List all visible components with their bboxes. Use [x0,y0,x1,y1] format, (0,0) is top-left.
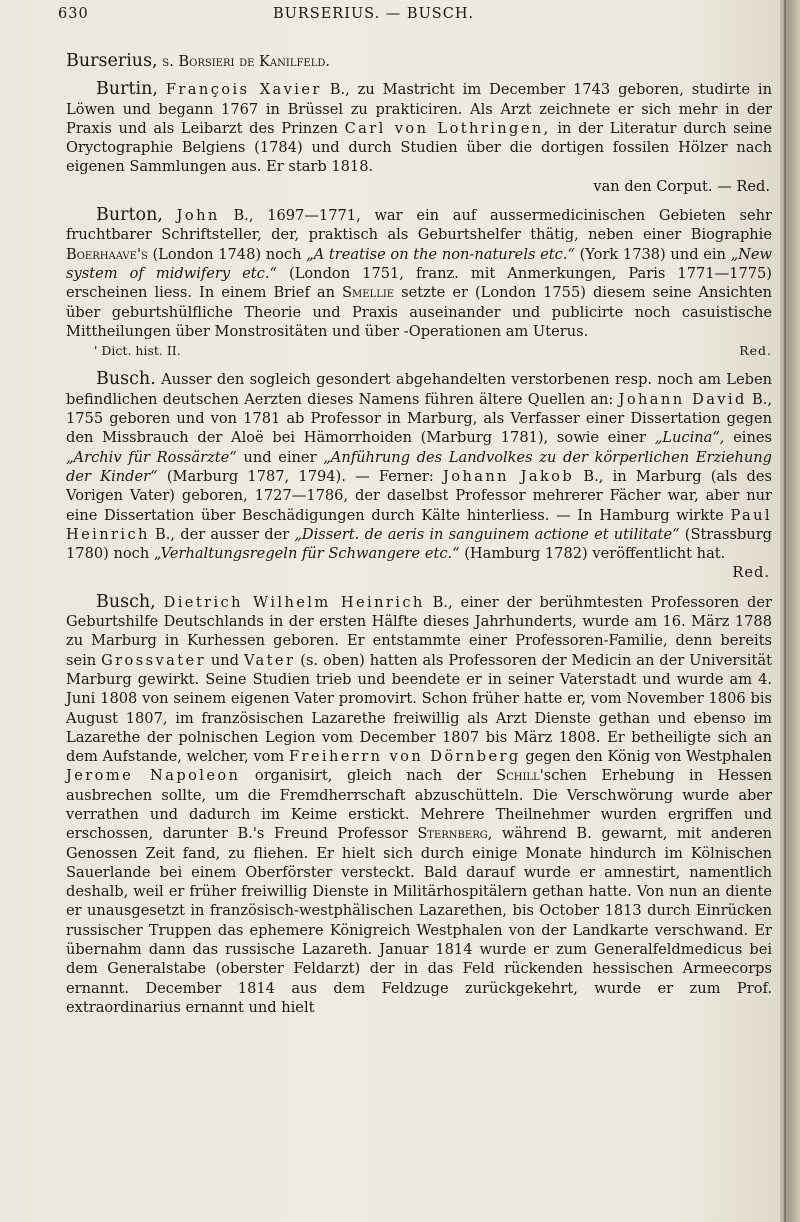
page-header [58,6,774,30]
entry-name: Busch, [96,591,156,612]
entry-name: Burton, [96,205,163,226]
given-names: John [176,207,220,225]
person-name: Schill' [496,767,544,785]
person-name: Smellie [342,284,395,302]
text-run: B., zu Mastricht im December 1743 geboren, studirte in Löwen und begann 1767 in Brüssel zu prakticiren. Als Arzt zeichnete er sich mehr in der Praxis und als Leibarzt des Prinzen [66,81,773,137]
entry-busch-dietrich [66,593,772,1018]
person-name: Jerome Napoleon [66,767,241,785]
person-name: Carl von Lothringen, [344,119,551,137]
text-run: B., 1755 geboren und von 1781 ab Professor in Marburg, als Verfasser einer Dissertation gegen den Missbrauch der Aloë bei Hämorrhoiden (Marburg 1781), sowie einer [66,390,772,447]
book-title: „New system of midwifery etc.“ [66,245,773,282]
cross-reference-entry [66,52,772,71]
entry-text [66,206,772,341]
page-number: 630 [58,6,89,22]
person-name: Sternberg [417,825,488,843]
text-run: gegen den König von Westphalen [525,748,773,766]
text-run: (London 1751, franz. mit Anmerkungen, Paris 1771—1775) erscheinen liess. In einem Brief an [66,264,772,302]
footnote-line [66,341,772,360]
page-content [66,52,772,1027]
text-run: (York 1738) und ein [579,245,726,263]
entry-text [66,593,772,1018]
entry-name: Busch. [96,369,156,390]
text-run: (London 1748) noch [152,245,302,263]
text-run: eines [733,429,773,447]
running-head: BURSERIUS. — BUSCH. [273,6,475,22]
text-run: (s. oben) hatten als Professoren der Medicin an der Universität Marburg gewirkt. Seine Studien trieb und beendete er in seiner Vaterstadt und wurde am 4. Juni 1808 von seinem eigenen Vater promovirt. Schon früher hatte er, vom November 1806 bis August 1807, im französischen Lazarethe freiwillig als Arzt Dienste gethan und ebenso im Lazarethe der polnischen Legion vom December 1807 bis März 1808. Er betheiligte sich an dem Aufstande, welcher, vom [66,651,772,766]
person-name: Paul Heinrich [66,506,772,543]
person-name: Johann Jakob [443,467,575,485]
text-run: und [210,651,240,669]
signature-text: van den Corput. — Red. [593,177,770,195]
person-name: Johann David [618,390,747,408]
entry-name: Burserius, [66,51,158,71]
text-run: Ausser den sogleich gesondert abgehandelten verstorbenen resp. noch am Leben befindlichen deutschen Aerzten dieses Namens führen ältere Quellen an: [66,371,772,408]
given-names: François Xavier [165,81,322,99]
book-gutter [780,0,800,1222]
entry-text [66,370,772,563]
emphasis: Grossvater [101,651,206,669]
text-run: in der Literatur durch seine Oryctographie Belgiens (1784) und durch Studien über die dortigen fossilen Hölzer nach eigenen Sammlungen aus. Er starb 1818. [66,119,773,176]
book-title: „Anführung des Landvolkes zu der körperlichen Erziehung der Kinder“ [66,448,772,485]
text-run: B., einer der berühmtesten Professoren der Geburtshilfe Deutschlands in der ersten Hälfte dieses Jahrhunderts, wurde am 16. März 1788 zu Marburg in Kurhessen geboren. Er entstammte einer Professoren-Familie, denn bereits sein [66,593,772,669]
signature-text: Red. [732,564,770,582]
emphasis: Vater [243,651,296,669]
author-signature [66,177,772,196]
person-name: Dietrich Wilhelm Heinrich [163,593,425,611]
text-run: B., in Marburg (als des Vorigen Vater) geboren, 1727—1786, der daselbst Professor mehrerer Fächer war, aber nur eine Dissertation über Beschädigungen durch Kälte hinterliess. — In Hamburg wirkte [66,467,773,524]
entry-burton [66,206,772,360]
text-run: B., der ausser der [155,525,290,543]
book-title: „Dissert. de aeris in sanguinem actione et utilitate“ [294,525,680,543]
book-title: „Lucina“, [654,429,725,447]
entry-burtin [66,80,772,196]
book-title: „Verhaltungsregeln für Schwangere etc.“ [153,545,460,563]
person-name: Freiherrn von Dörnberg [288,748,521,766]
text-run: (Marburg 1787, 1794). — Ferner: [166,467,434,485]
text-run: , während B. gewarnt, mit anderen Genossen Zeit fand, zu fliehen. Er hielt sich durch einige Monate hindurch im Kölnischen Sauerlande bei einem Oberförster versteckt. Bald darauf wurde er amnestirt, namentlich deshalb, weil er früher freiwillig Dienste in Militärhospitälern gethan hatte. Von nun an diente er unausgesetzt in französisch-westphälischen Lazarethen, bis October 1813 durch Einrücken russischer Truppen das ephemere Königreich Westphalen von der Landkarte verschwand. Er übernahm dann das russische Lazareth. Januar 1814 wurde er zum Generalfeldmedicus bei dem Generalstabe (oberster Feldarzt) der in das Feld rückenden hessischen Armeecorps ernannt. December 1814 aus dem Feldzuge zurückgekehrt, wurde er zum Prof. extraordinarius ernannt und hielt [66,825,772,1016]
text-run: setzte er (London 1755) diesem seine Ansichten über geburtshülfliche Theorie und Praxis auseinander und publicirte noch casuistische Mittheilungen über Monstrositäten und über -Operationen am Uterus. [66,284,773,340]
entry-name: Burtin, [96,79,158,100]
gutter-line [784,0,786,1222]
footnote: ' Dict. hist. II. [94,343,181,359]
text-run: B., 1697—1771, war ein auf aussermedicinischen Gebieten sehr fruchtbarer Schriftsteller, der, praktisch als Geburtshelfer thätig, neben einer Biographie [66,207,773,244]
text-run: und einer [243,448,317,466]
signature-text: Red. [739,343,772,359]
text-run: (Hamburg 1782) veröffentlicht hat. [464,545,726,563]
book-title: „Archiv für Rossärzte“ [66,448,237,466]
person-name: Boerhaave's [66,245,148,263]
cross-reference: s. Borsieri de Kanilfeld. [162,53,331,70]
text-run: (Strassburg 1780) noch [66,525,773,563]
entry-text [66,80,772,176]
text-run: schen Erhebung in Hessen ausbrechen sollte, um die Fremdherrschaft abzuschütteln. Die Verschwörung wurde aber verrathen und dadurch im Keime erstickt. Mehrere Theilnehmer wurden ergriffen und erschossen, darunter B.'s Freund Professor [66,767,773,843]
book-title: „A treatise on the non-naturels etc.“ [306,245,575,263]
author-signature [66,563,772,582]
entry-busch-family [66,370,772,582]
text-run: organisirt, gleich nach der [254,767,482,785]
